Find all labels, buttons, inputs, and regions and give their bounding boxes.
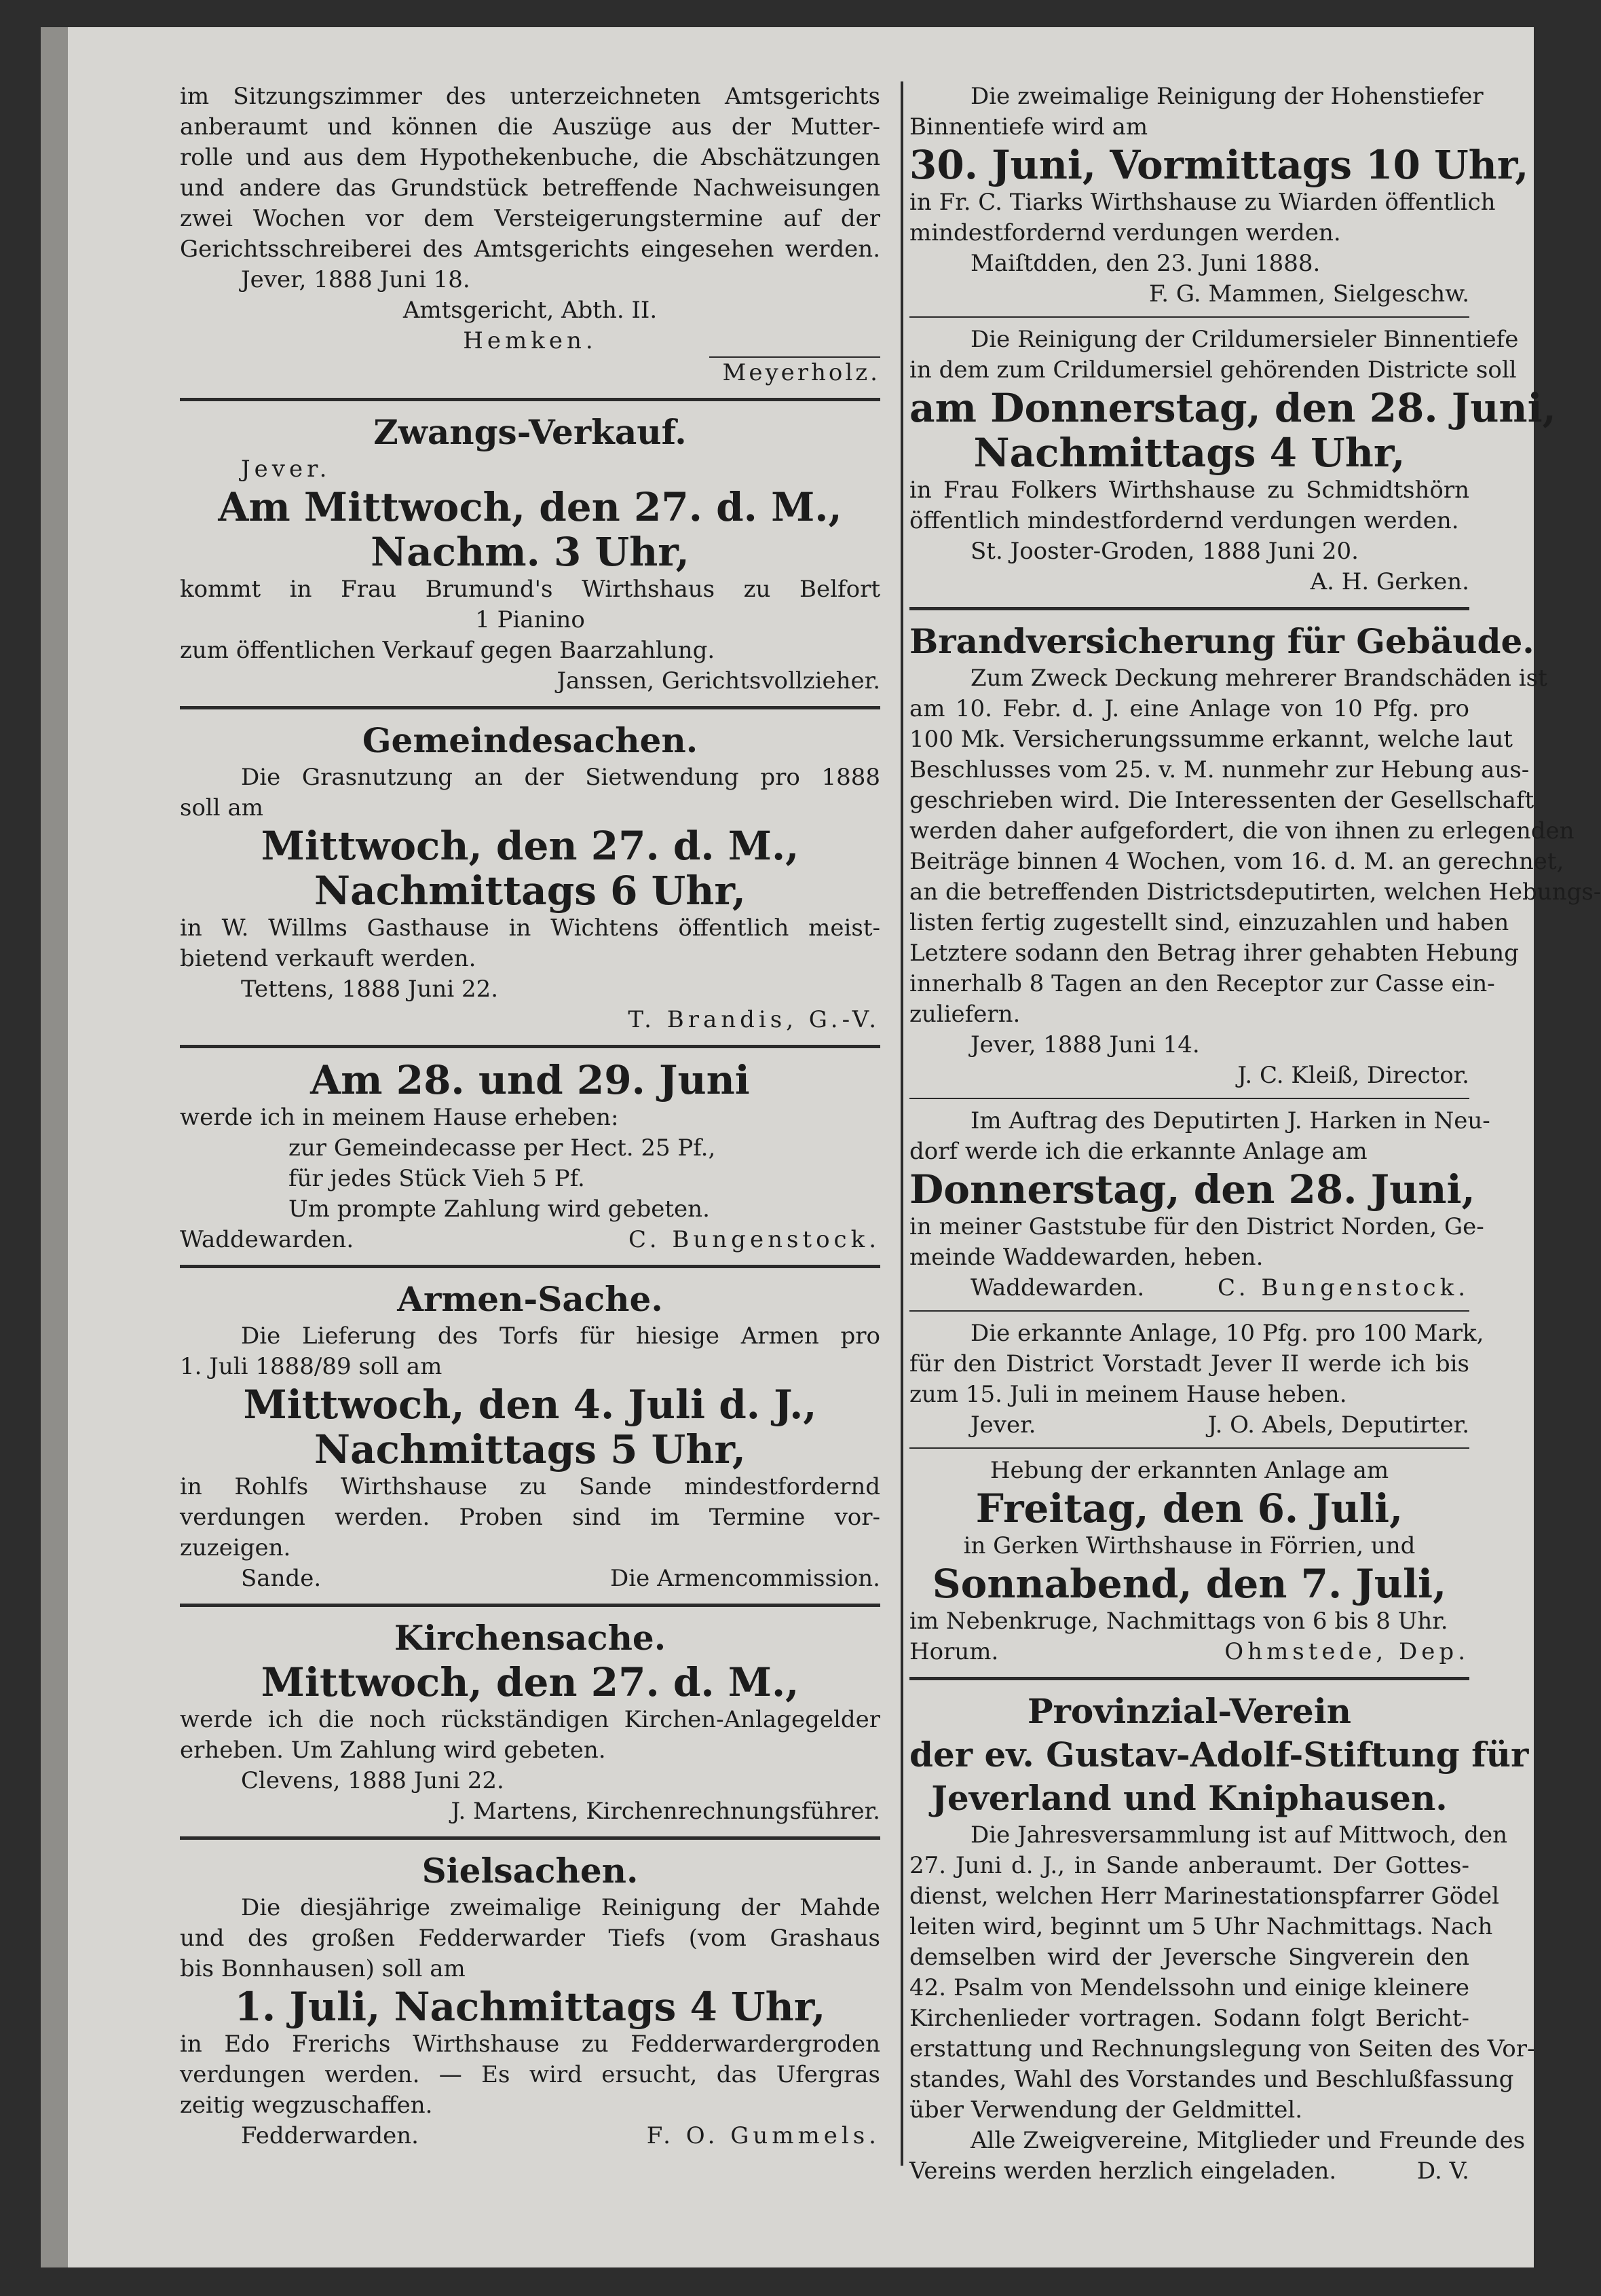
signature: A. H. Gerken. [1310, 568, 1469, 595]
text-line: in Frau Folkers Wirthshause zu Schmidtshörn [909, 477, 1469, 504]
text-line: bietend verkauft werden. [180, 945, 476, 972]
signature: C. Bungenstock. [628, 1226, 880, 1253]
text-line: im Nebenkruge, Nachmittags von 6 bis 8 Uhr. [909, 1608, 1448, 1635]
section-title: der ev. Gustav-Adolf-Stiftung für [909, 1735, 1529, 1775]
signature: J. C. Kleiß, Director. [1237, 1062, 1469, 1089]
text-line: rolle und aus dem Hypothekenbuche, die Abschätzungen [180, 144, 880, 171]
page-binding-edge [41, 27, 68, 2267]
signature: F. G. Mammen, Sielgeschw. [1149, 280, 1469, 308]
date-heading: Sonnabend, den 7. Juli, [932, 1561, 1447, 1607]
court-name: Amtsgericht, Abth. II. [402, 297, 658, 324]
text-line: soll am [180, 794, 263, 821]
text-line: öffentlich mindestfordernd verdungen werden. [909, 507, 1459, 534]
signature: Janssen, Gerichtsvollzieher. [557, 667, 880, 695]
section-divider [180, 706, 880, 709]
date-heading: Mittwoch, den 27. d. M., [261, 823, 799, 869]
text-line: innerhalb 8 Tagen an den Receptor zur Casse ein- [909, 970, 1495, 997]
text-line: kommt in Frau Brumund's Wirthshaus zu Belfort [180, 576, 880, 603]
text-line: in dem zum Crildumersiel gehörenden Districte soll [909, 356, 1517, 384]
text-line: Die Reinigung der Crildumersieler Binnentiefe [971, 326, 1519, 353]
signature: J. O. Abels, Deputirter. [1207, 1411, 1469, 1439]
place: Sande. [241, 1565, 322, 1592]
dateline: Jever, 1888 Juni 18. [241, 266, 470, 293]
text-line: am 10. Febr. d. J. eine Anlage von 10 Pfg. pro [909, 695, 1469, 722]
text-line: dorf werde ich die erkannte Anlage am [909, 1138, 1368, 1165]
text-line: in Rohlfs Wirthshause zu Sande mindestfordernd [180, 1473, 880, 1500]
text-line: standes, Wahl des Vorstandes und Beschlußfassung [909, 2066, 1514, 2093]
time-heading: Nachmittags 5 Uhr, [314, 1426, 746, 1473]
text-line: 42. Psalm von Mendelssohn und einige kleinere [909, 1974, 1469, 2001]
time-heading: Nachm. 3 Uhr, [371, 529, 690, 575]
section-divider [909, 1677, 1469, 1680]
text-line: und andere das Grundstück betreffende Nachweisungen [180, 174, 880, 202]
text-line: und des großen Fedderwarder Tiefs (vom Grashaus [180, 1925, 880, 1952]
date-heading: am Donnerstag, den 28. Juni, [909, 385, 1556, 431]
date-heading: 1. Juli, Nachmittags 4 Uhr, [234, 1984, 826, 2030]
place: Jever. [971, 1411, 1036, 1439]
section-title: Kirchensache. [394, 1618, 666, 1658]
place: Waddewarden. [180, 1226, 354, 1253]
text-line: Gerichtsschreiberei des Amtsgerichts eingesehen werden. [180, 236, 880, 263]
text-line: meinde Waddewarden, heben. [909, 1244, 1264, 1271]
section-divider [180, 1836, 880, 1840]
section-title: Armen-Sache. [397, 1279, 663, 1319]
text-line: Alle Zweigvereine, Mitglieder und Freunde des [971, 2127, 1526, 2154]
dateline: Tettens, 1888 Juni 22. [241, 976, 499, 1003]
section-divider [909, 1310, 1469, 1312]
text-line: Im Auftrag des Deputirten J. Harken in Neu- [971, 1107, 1490, 1134]
section-title: Zwangs-Verkauf. [373, 412, 687, 452]
text-line: anberaumt und können die Auszüge aus der Mutter- [180, 113, 880, 141]
date-heading: Mittwoch, den 4. Juli d. J., [243, 1382, 817, 1428]
signature: T. Brandis, G.-V. [628, 1006, 880, 1033]
place: Waddewarden. [971, 1274, 1145, 1301]
date-heading: Donnerstag, den 28. Juni, [909, 1166, 1475, 1212]
section-divider [909, 1098, 1469, 1099]
date-heading: Freitag, den 6. Juli, [975, 1485, 1404, 1532]
place: Fedderwarden. [241, 2122, 419, 2149]
section-title: Sielsachen. [421, 1851, 639, 1891]
section-divider [180, 1265, 880, 1268]
text-line: für den District Vorstadt Jever II werde ich bis [909, 1350, 1469, 1377]
signature: D. V. [1416, 2158, 1469, 2185]
place: Jever. [241, 456, 331, 483]
text-line: erstattung und Rechnungslegung von Seiten des Vor- [909, 2035, 1535, 2062]
text-line: Vereins werden herzlich eingeladen. [909, 2158, 1337, 2185]
signature-row [909, 2156, 1469, 2187]
text-line: in Gerken Wirthshause in Förrien, und [963, 1532, 1416, 1559]
signature-row [180, 2121, 880, 2151]
section-title: Am 28. und 29. Juni [310, 1057, 750, 1103]
text-line: Die diesjährige zweimalige Reinigung der Mahde [241, 1894, 880, 1921]
text-line: zum öffentlichen Verkauf gegen Baarzahlung. [180, 637, 715, 664]
text-line: geschrieben wird. Die Interessenten der Gesellschaft [909, 787, 1534, 814]
text-line: Kirchenlieder vortragen. Sodann folgt Bericht- [909, 2005, 1469, 2032]
text-line: im Sitzungszimmer des unterzeichneten Amtsgerichts [180, 83, 880, 110]
text-line: Die Jahresversammlung ist auf Mittwoch, den [971, 1821, 1507, 1849]
text-line: verdungen werden. — Es wird ersucht, das Ufergras [180, 2061, 880, 2088]
right-column [909, 81, 1601, 2187]
text-line: zuzeigen. [180, 1534, 291, 1561]
text-line: Beschlusses vom 25. v. M. nunmehr zur Hebung aus- [909, 756, 1530, 783]
signature-row [909, 1410, 1469, 1441]
text-line: 100 Mk. Versicherungssumme erkannt, welche laut [909, 726, 1513, 753]
section-title: Provinzial-Verein [1027, 1691, 1352, 1731]
text-line: Die zweimalige Reinigung der Hohenstiefer [971, 83, 1484, 110]
text-line: für jedes Stück Vieh 5 Pf. [288, 1165, 585, 1192]
date-heading: Am Mittwoch, den 27. d. M., [218, 484, 842, 530]
text-line: an die betreffenden Districtsdeputirten, welchen Hebungs- [909, 878, 1601, 906]
text-line: in meiner Gaststube für den District Norden, Ge- [909, 1213, 1484, 1240]
section-divider [909, 607, 1469, 610]
text-line: in Fr. C. Tiarks Wirthshause zu Wiarden öffentlich [909, 189, 1496, 216]
section-divider [180, 1604, 880, 1607]
dateline: Maiſtdden, den 23. Juni 1888. [971, 250, 1321, 277]
text-line: werde ich die noch rückständigen Kirchen-Anlagegelder [180, 1706, 880, 1733]
text-line: Um prompte Zahlung wird gebeten. [288, 1196, 710, 1223]
signature-row [180, 1563, 880, 1594]
text-line: zuliefern. [909, 1001, 1021, 1028]
text-line: über Verwendung der Geldmittel. [909, 2096, 1303, 2124]
signature: C. Bungenstock. [1217, 1274, 1469, 1301]
text-line: Die Lieferung des Torfs für hiesige Armen pro [241, 1322, 880, 1350]
text-line: listen fertig zugestellt sind, einzuzahlen und haben [909, 909, 1509, 936]
text-line: erheben. Um Zahlung wird gebeten. [180, 1737, 606, 1764]
text-line: 1. Juli 1888/89 soll am [180, 1353, 442, 1380]
text-line: werde ich in meinem Hause erheben: [180, 1104, 619, 1131]
text-line: Hebung der erkannten Anlage am [990, 1457, 1389, 1484]
date-heading: 30. Juni, Vormittags 10 Uhr, [909, 142, 1529, 188]
text-line: Zum Zweck Deckung mehrerer Brandschäden ist [971, 665, 1547, 692]
text-line: Die Grasnutzung an der Sietwendung pro 1888 [241, 764, 880, 791]
dateline: Jever, 1888 Juni 14. [971, 1031, 1200, 1058]
section-title: Jeverland und Kniphausen. [931, 1778, 1448, 1818]
clerk-box [180, 356, 880, 388]
signature: Ohmstede, Dep. [1224, 1638, 1469, 1665]
section-title: Gemeindesachen. [362, 720, 698, 760]
text-line: zum 15. Juli in meinem Hause heben. [909, 1381, 1347, 1408]
time-heading: Nachmittags 4 Uhr, [973, 430, 1406, 476]
clerk-signature: Meyerholz. [709, 356, 880, 388]
signature-row [180, 1225, 880, 1255]
text-line: verdungen werden. Proben sind im Termine vor- [180, 1504, 880, 1531]
text-line: bis Bonnhausen) soll am [180, 1955, 466, 1982]
signature-row [909, 1273, 1469, 1303]
dateline: Clevens, 1888 Juni 22. [241, 1767, 504, 1794]
section-divider [180, 398, 880, 401]
dateline: St. Jooster-Groden, 1888 Juni 20. [971, 538, 1359, 565]
left-column [180, 81, 880, 2151]
text-line: Letztere sodann den Betrag ihrer gehabten Hebung [909, 940, 1519, 967]
date-heading: Mittwoch, den 27. d. M., [261, 1659, 799, 1705]
text-line: werden daher aufgefordert, die von ihnen zu erlegenden [909, 817, 1575, 845]
column-divider [901, 81, 903, 2166]
section-divider [909, 1447, 1469, 1449]
place: Horum. [909, 1638, 999, 1665]
text-line: demselben wird der Jeversche Singverein den [909, 1944, 1469, 1971]
text-line: in Edo Frerichs Wirthshause zu Fedderwardergroden [180, 2031, 880, 2058]
section-title: Brandversicherung für Gebäude. [909, 621, 1534, 661]
text-line: zwei Wochen vor dem Versteigerungstermine auf der [180, 205, 880, 232]
text-line: dienst, welchen Herr Marinestationspfarrer Gödel [909, 1883, 1499, 1910]
text-line: zur Gemeindecasse per Hect. 25 Pf., [288, 1134, 716, 1162]
signature: Hemken. [463, 327, 597, 354]
text-line: in W. Willms Gasthause in Wichtens öffentlich meist- [180, 914, 880, 942]
text-line: mindestfordernd verdungen werden. [909, 219, 1341, 246]
signature: Die Armencommission. [610, 1565, 880, 1592]
time-heading: Nachmittags 6 Uhr, [314, 868, 746, 914]
signature: J. Martens, Kirchenrechnungsführer. [451, 1798, 880, 1825]
section-divider [180, 1045, 880, 1048]
text-line: Beiträge binnen 4 Wochen, vom 16. d. M. an gerechnet, [909, 848, 1564, 875]
section-divider [909, 316, 1469, 318]
text-line: leiten wird, beginnt um 5 Uhr Nachmittags. Nach [909, 1913, 1493, 1940]
text-line: zeitig wegzuschaffen. [180, 2092, 433, 2119]
text-line: Die erkannte Anlage, 10 Pfg. pro 100 Mark, [971, 1320, 1484, 1347]
text-line: 27. Juni d. J., in Sande anberaumt. Der Gottes- [909, 1852, 1469, 1879]
text-line: Binnentiefe wird am [909, 113, 1148, 141]
signature: F. O. Gummels. [646, 2122, 880, 2149]
text-line: 1 Pianino [475, 606, 585, 633]
signature-row [909, 1637, 1469, 1667]
